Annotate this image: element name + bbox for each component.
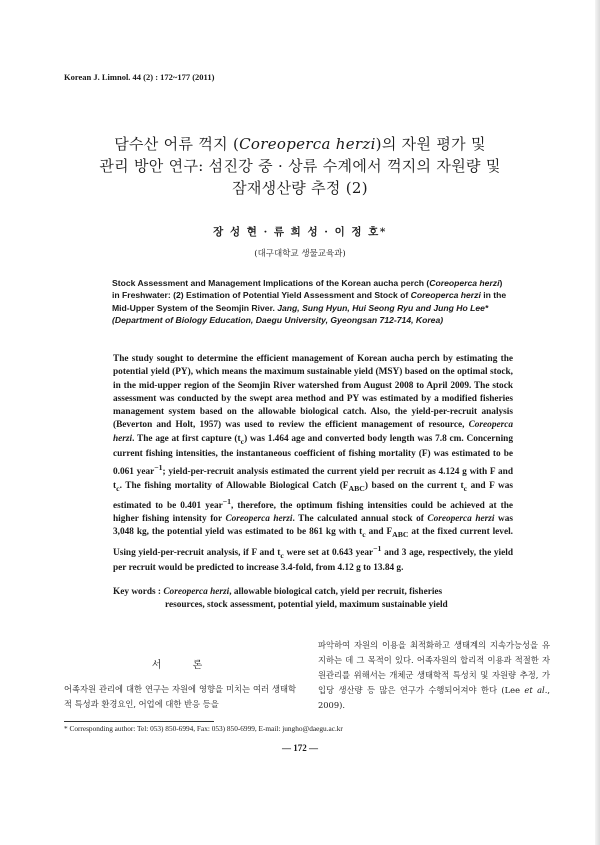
korean-title-line-3: 잠재생산량 추정 (2) xyxy=(232,179,368,197)
korean-title-line-2: 관리 방안 연구: 섬진강 중 · 상류 수계에서 꺽지의 자원량 및 xyxy=(99,157,501,175)
page-number: — 172 — xyxy=(282,743,318,753)
abstract: The study sought to determine the efficient management of Korean aucha perch by estimating the potential yield (PY), which means the maximum sustainable yield (MSY) based on the optimal stock, in the mid-upper region of the Seomjin River watershed from August 2008 to April 2009. The stock assessment was conducted by the swept area method and PY was estimated by a modified fisheries management system based on the allowable biological catch. Also, the yield-per-recruit analysis (Beverton and Holt, 1957) was used to review the efficient management of resource, Coreoperca herzi. The age at first capture $(t_c)$ was 1.464 age and converted body length was 7.8 cm. Concerning current fishing intensities, the instantaneous coefficient of fishing mortality (F) was estimated to be 0.061 year$^{-1}$; yield-per-recruit analysis estimated the current yield per recruit as 4.124 g with F and $t_c$. The fishing mortality of Allowable Biological Catch $(F_{ABC})$ based on the current $t_c$ and F was estimated to be 0.401 year$^{-1}$, therefore, the optimum fishing intensities could be achieved at the higher fishing intensity for Coreoperca herzi. The calculated annual stock of Coreoperca herzi was 3,048 kg, the potential yield was estimated to be 861 kg with $t_c$ and $F_{ABC}$ at the fixed current level. Using yield-per-recruit analysis, if F and $t_c$ were set at 0.643 year$^{-1}$ and 3 age, respectively, the yield per recruit would be predicted to increase 3.4-fold, from 4.12 g to 13.84 g. xyxy=(113,354,514,573)
corresponding-author-footnote: * Corresponding author: Tel: 053) 850-6994, Fax: 053) 850-6999, E-mail: jungho@daegu.ac.kr xyxy=(64,724,343,733)
english-title-block: Stock Assessment and Management Implications of the Korean aucha perch (Coreoperca herzi) in Freshwater: (2) Estimation of Potential Yield Assessment and Stock of Coreoperca herzi in the Mid-Upper System of the Seomjin River. Jang, Sung Hyun, Hui Seong Ryu and Jung Ho Lee*(Department of Biology Education, Daegu University, Gyeongsan 712-714, Korea) xyxy=(112,278,507,325)
title-species-name: Coreoperca herzi xyxy=(239,135,376,153)
journal-reference: Korean J. Limnol. 44 (2) : 172~177 (2011) xyxy=(64,72,215,82)
affiliation: (대구대학교 생물교육과) xyxy=(254,249,346,259)
english-authors: Jang, Sung Hyun, Hui Seong Ryu and Jung Ho Lee*(Department of Biology Education, Daegu University, Gyeongsan 712-714, Korea) xyxy=(112,302,489,325)
section-heading-introduction: 서 론 xyxy=(151,660,217,671)
body-text-left-column: 어족자원 관리에 대한 연구는 자원에 영향을 미치는 여러 생태학적 특성과 환경요인, 어업에 대한 반응 등을 xyxy=(64,684,296,709)
footnote-divider xyxy=(64,721,214,722)
authors: 장 성 현 · 류 희 성 · 이 정 호* xyxy=(213,226,387,238)
keywords: Key words : Coreoperca herzi, allowable biological catch, yield per recruit, fisheries resources, stock assessment, potential yield, maximum sustainable yield xyxy=(113,587,448,611)
body-text-right-column: 파악하여 자원의 이용을 최적화하고 생태계의 지속가능성을 유지하는 데 그 목적이 있다. 어족자원의 합리적 이용과 적절한 자원관리를 위해서는 개체군 생태학적 특성치 및 자원량 추정, 가입당 생산량 등 많은 연구가 수행되어져야 한다 (Lee et al., 2009). xyxy=(318,640,550,710)
scan-edge-shadow xyxy=(595,0,600,845)
korean-title-line-1: 담수산 어류 꺽지 (Coreoperca herzi)의 자원 평가 및 xyxy=(114,135,486,153)
keywords-label: Key words : xyxy=(113,587,164,597)
